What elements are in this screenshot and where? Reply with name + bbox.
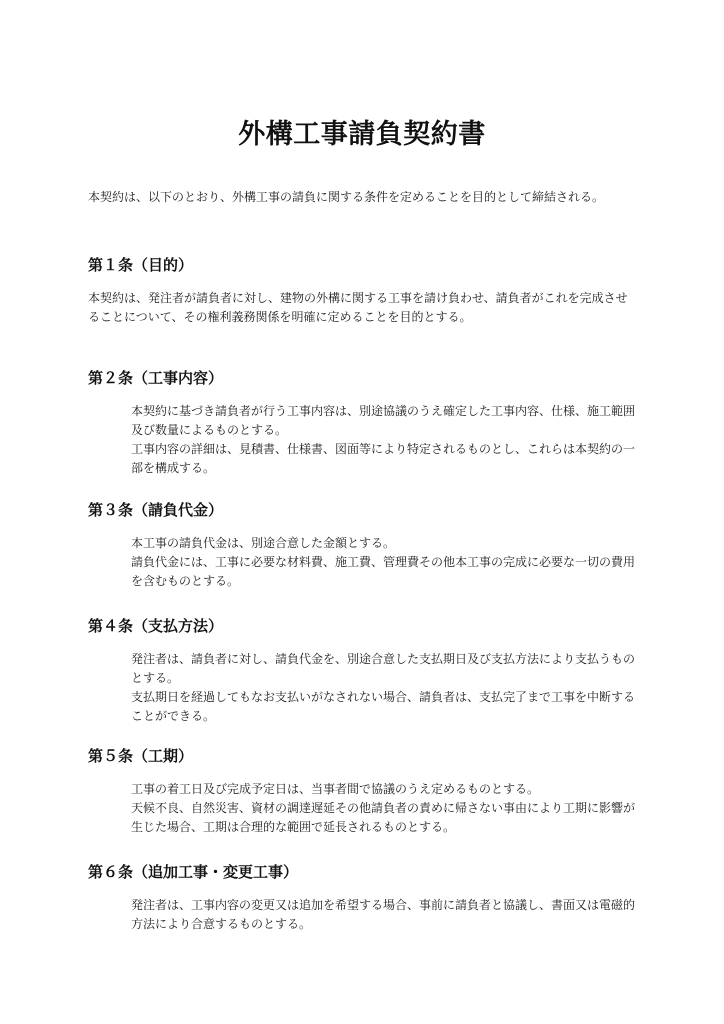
article-body (88, 896, 636, 934)
article-paragraph: 支払期日を経過してもなお支払いがなされない場合、請負者は、支払完了まで工事を中断することができる。 (131, 690, 636, 723)
article-4 (88, 616, 648, 726)
article-paragraph: 工事の着工日及び完成予定日は、当事者間で協議のうえ定めるものとする。 (131, 782, 540, 796)
article-2 (88, 368, 648, 478)
article-5 (88, 746, 648, 837)
article-paragraph: 天候不良、自然災害、資材の調達遅延その他請負者の責めに帰さない事由により工期に影響が生じた場合、工期は合理的な範囲で延長されるものとする。 (131, 801, 636, 834)
article-paragraph: 発注者は、請負者に対し、請負代金を、別途合意した支払期日及び支払方法により支払うものとする。 (131, 652, 636, 685)
article-body (88, 780, 636, 837)
article-paragraph: 本工事の請負代金は、別途合意した金額とする。 (131, 536, 396, 550)
article-body (88, 289, 638, 327)
article-1 (88, 255, 648, 327)
article-heading: 第５条（工期） (88, 747, 194, 765)
article-paragraph: 請負代金には、工事に必要な材料費、施工費、管理費その他本工事の完成に必要な一切の費用を含むものとする。 (131, 555, 636, 588)
article-heading: 第６条（追加工事・変更工事） (88, 863, 299, 881)
article-paragraph: 発注者は、工事内容の変更又は追加を希望する場合、事前に請負者と協議し、書面又は電磁的方法により合意するものとする。 (131, 898, 636, 931)
article-heading: 第２条（工事内容） (88, 369, 224, 387)
article-body (88, 534, 636, 591)
document-title: 外構工事請負契約書 (238, 119, 486, 150)
article-body (88, 650, 636, 726)
article-heading: 第４条（支払方法） (88, 617, 224, 635)
article-paragraph: 工事内容の詳細は、見積書、仕様書、図面等により特定されるものとし、これらは本契約の一部を構成する。 (131, 442, 636, 475)
article-paragraph: 本契約は、発注者が請負者に対し、建物の外構に関する工事を請け負わせ、請負者がこれを完成させることについて、その権利義務関係を明確に定めることを目的とする。 (88, 291, 628, 324)
article-3 (88, 500, 648, 591)
intro-paragraph: 本契約は、以下のとおり、外構工事の請負に関する条件を定めることを目的として締結される。 (88, 190, 605, 204)
article-heading: 第１条（目的） (88, 256, 194, 274)
article-paragraph: 本契約に基づき請負者が行う工事内容は、別途協議のうえ確定した工事内容、仕様、施工範囲及び数量によるものとする。 (131, 404, 636, 437)
article-body (88, 402, 636, 478)
article-heading: 第３条（請負代金） (88, 501, 224, 519)
article-6 (88, 862, 648, 934)
